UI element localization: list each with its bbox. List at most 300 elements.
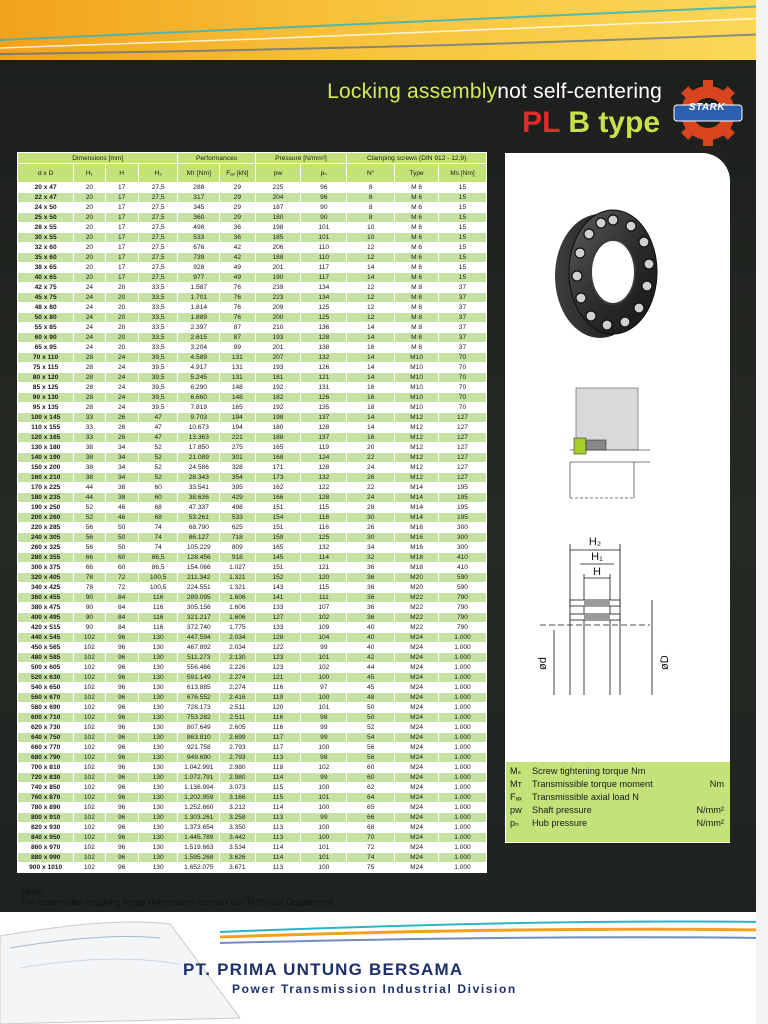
table-cell: 47.337: [178, 503, 220, 513]
table-cell: 1.000: [438, 783, 486, 793]
page-edge: [756, 0, 768, 1024]
table-cell: 90: [301, 203, 347, 213]
table-row: [18, 373, 487, 383]
table-cell: 45: [347, 683, 395, 693]
table-cell: 40: [347, 643, 395, 653]
table-cell: 1.445.789: [178, 833, 220, 843]
table-cell: 977: [178, 273, 220, 283]
title-type: B type: [568, 106, 660, 139]
table-cell: 39,5: [138, 373, 178, 383]
table-cell: 33,5: [138, 283, 178, 293]
table-cell: 42: [347, 653, 395, 663]
legend-unit: N/mm²: [696, 818, 724, 828]
table-cell: 33,5: [138, 313, 178, 323]
table-cell: 42 x 75: [18, 283, 74, 293]
dimension-drawing: [537, 530, 700, 700]
table-cell: 340 x 425: [18, 583, 74, 593]
table-cell: M 8: [395, 313, 439, 323]
table-cell: 21.089: [178, 453, 220, 463]
table-cell: 1.202.959: [178, 793, 220, 803]
table-cell: 72: [105, 583, 138, 593]
table-cell: 36: [347, 593, 395, 603]
table-cell: 820 x 930: [18, 823, 74, 833]
table-cell: 28: [74, 363, 105, 373]
table-cell: M 8: [395, 323, 439, 333]
table-cell: 100: [301, 783, 347, 793]
table-cell: 119: [255, 693, 301, 703]
table-cell: M24: [395, 763, 439, 773]
table-cell: 132: [301, 353, 347, 363]
table-cell: 38: [74, 453, 105, 463]
table-cell: 27,5: [138, 193, 178, 203]
table-cell: 151: [255, 503, 301, 513]
table-cell: 2.397: [178, 323, 220, 333]
table-cell: 1.027: [220, 563, 255, 573]
table-cell: 99: [301, 643, 347, 653]
table-cell: 194: [220, 413, 255, 423]
table-cell: 60: [347, 763, 395, 773]
table-cell: 130: [138, 753, 178, 763]
table-row: [18, 583, 487, 593]
table-cell: 56: [347, 753, 395, 763]
table-cell: 20: [105, 343, 138, 353]
table-cell: 540 x 650: [18, 683, 74, 693]
table-cell: 20: [347, 443, 395, 453]
table-cell: 100: [301, 673, 347, 683]
table-cell: 1.042.991: [178, 763, 220, 773]
table-cell: 70: [438, 363, 486, 373]
table-cell: 180: [255, 213, 301, 223]
table-cell: 37: [438, 293, 486, 303]
table-cell: M 8: [395, 333, 439, 343]
table-cell: 201: [255, 343, 301, 353]
table-row: [18, 653, 487, 663]
table-cell: 20: [74, 273, 105, 283]
table-cell: 122: [255, 643, 301, 653]
table-cell: 467.892: [178, 643, 220, 653]
table-cell: 395: [220, 483, 255, 493]
table-cell: 26: [347, 523, 395, 533]
table-cell: M24: [395, 843, 439, 853]
table-cell: 96: [105, 723, 138, 733]
table-cell: 102: [74, 823, 105, 833]
table-cell: 100 x 145: [18, 413, 74, 423]
table-cell: 790: [438, 593, 486, 603]
table-cell: 676.552: [178, 693, 220, 703]
table-row: [18, 243, 487, 253]
table-cell: 134: [301, 293, 347, 303]
table-cell: 7.819: [178, 403, 220, 413]
table-cell: 15: [438, 233, 486, 243]
table-cell: 130: [138, 713, 178, 723]
table-cell: 66: [347, 813, 395, 823]
table-cell: 36: [347, 573, 395, 583]
table-cell: 87: [220, 333, 255, 343]
table-cell: 119: [301, 443, 347, 453]
table-cell: 60: [105, 553, 138, 563]
table-cell: 790: [438, 623, 486, 633]
table-cell: 120 x 165: [18, 433, 74, 443]
table-cell: 96: [105, 693, 138, 703]
table-cell: 117: [301, 263, 347, 273]
table-cell: 14: [347, 423, 395, 433]
table-cell: 124: [301, 453, 347, 463]
table-cell: 86,5: [138, 553, 178, 563]
table-cell: 195: [438, 503, 486, 513]
table-cell: 102: [74, 773, 105, 783]
table-cell: 33,5: [138, 293, 178, 303]
table-cell: 114: [255, 803, 301, 813]
table-row: [18, 733, 487, 743]
title-part-a: Locking assembly: [327, 80, 498, 103]
table-cell: 2.793: [220, 743, 255, 753]
table-cell: 20: [74, 193, 105, 203]
table-cell: 96: [105, 743, 138, 753]
table-cell: 33,5: [138, 303, 178, 313]
table-cell: 420 x 515: [18, 623, 74, 633]
table-cell: M24: [395, 643, 439, 653]
table-cell: 114: [255, 773, 301, 783]
table-cell: 50: [105, 543, 138, 553]
table-cell: 520 x 630: [18, 673, 74, 683]
table-cell: 52: [74, 503, 105, 513]
specification-table: [17, 152, 487, 873]
table-cell: M24: [395, 793, 439, 803]
table-cell: 173: [255, 473, 301, 483]
table-cell: 168: [255, 453, 301, 463]
table-cell: 790: [438, 603, 486, 613]
table-cell: 188: [255, 253, 301, 263]
table-cell: 56: [74, 543, 105, 553]
table-cell: 102: [74, 693, 105, 703]
table-cell: 17.850: [178, 443, 220, 453]
table-cell: 15: [438, 253, 486, 263]
table-cell: 78: [74, 573, 105, 583]
table-cell: M 6: [395, 203, 439, 213]
table-cell: 102: [74, 783, 105, 793]
table-row: [18, 463, 487, 473]
col-header: d x D: [18, 164, 74, 183]
table-cell: 65: [347, 803, 395, 813]
table-cell: 96: [105, 643, 138, 653]
table-cell: 1.606: [220, 613, 255, 623]
table-cell: 130: [138, 723, 178, 733]
table-row: [18, 543, 487, 553]
table-cell: 100: [301, 833, 347, 843]
table-cell: M 8: [395, 303, 439, 313]
table-cell: 64: [347, 793, 395, 803]
table-cell: 17: [105, 243, 138, 253]
table-cell: 2.274: [220, 683, 255, 693]
table-cell: 38: [105, 483, 138, 493]
table-cell: 1.000: [438, 813, 486, 823]
table-cell: 102: [74, 813, 105, 823]
table-cell: 2.274: [220, 673, 255, 683]
table-cell: 113: [255, 863, 301, 873]
table-cell: 20: [74, 243, 105, 253]
table-cell: M14: [395, 493, 439, 503]
company-name: PT. PRIMA UNTUNG BERSAMA: [183, 960, 464, 979]
table-row: [18, 433, 487, 443]
table-cell: 24: [105, 403, 138, 413]
table-cell: 194: [220, 423, 255, 433]
table-cell: 171: [255, 463, 301, 473]
table-cell: 101: [301, 233, 347, 243]
table-cell: 33: [74, 413, 105, 423]
table-cell: 198: [255, 413, 301, 423]
label-h2: H₂: [588, 536, 602, 548]
table-cell: 154: [255, 513, 301, 523]
table-cell: 26: [105, 433, 138, 443]
group-header-pressure: Pressure [N/mm²]: [255, 153, 347, 164]
table-cell: 8: [347, 213, 395, 223]
table-cell: 125: [301, 313, 347, 323]
table-cell: 135: [301, 403, 347, 413]
table-cell: 52: [138, 473, 178, 483]
table-row: [18, 393, 487, 403]
table-cell: M24: [395, 653, 439, 663]
table-row: [18, 263, 487, 273]
table-cell: M 8: [395, 343, 439, 353]
table-cell: 1.000: [438, 733, 486, 743]
table-cell: 68.790: [178, 523, 220, 533]
table-cell: M24: [395, 703, 439, 713]
table-cell: 2.980: [220, 763, 255, 773]
table-cell: 4.589: [178, 353, 220, 363]
table-cell: 1.595.268: [178, 853, 220, 863]
table-cell: 20: [105, 293, 138, 303]
table-cell: 15: [438, 213, 486, 223]
table-cell: 28: [74, 383, 105, 393]
table-cell: 1.000: [438, 863, 486, 873]
table-cell: 162: [255, 483, 301, 493]
label-h: H: [593, 566, 601, 578]
table-cell: 111: [301, 593, 347, 603]
table-cell: M 8: [395, 283, 439, 293]
table-cell: 24 x 50: [18, 203, 74, 213]
legend-unit: N/mm²: [696, 805, 724, 815]
table-row: [18, 613, 487, 623]
table-cell: 70: [438, 353, 486, 363]
table-cell: 30 x 55: [18, 233, 74, 243]
table-cell: 3.671: [220, 863, 255, 873]
table-cell: 150 x 200: [18, 463, 74, 473]
table-cell: 130: [138, 823, 178, 833]
table-cell: 24.586: [178, 463, 220, 473]
table-cell: 15: [438, 273, 486, 283]
table-cell: 128: [301, 423, 347, 433]
table-cell: 24: [74, 343, 105, 353]
table-cell: 127: [438, 423, 486, 433]
table-cell: 70: [347, 833, 395, 843]
table-cell: 790: [438, 613, 486, 623]
table-cell: 380 x 475: [18, 603, 74, 613]
table-cell: 102: [74, 743, 105, 753]
table-cell: 498: [178, 223, 220, 233]
title-series: PL: [522, 106, 560, 139]
table-cell: 24: [105, 363, 138, 373]
table-cell: 2.605: [220, 723, 255, 733]
table-cell: 39,5: [138, 393, 178, 403]
legend-symbol: Fₐₓ: [510, 792, 523, 802]
table-cell: 130: [138, 853, 178, 863]
table-cell: 1.000: [438, 793, 486, 803]
table-cell: 130: [138, 733, 178, 743]
table-cell: 29: [220, 183, 255, 193]
table-cell: 78: [74, 583, 105, 593]
table-cell: 127: [438, 443, 486, 453]
table-cell: 2.511: [220, 713, 255, 723]
company-division: Power Transmission Industrial Division: [232, 982, 517, 996]
table-cell: 102: [74, 713, 105, 723]
table-row: [18, 573, 487, 583]
table-cell: 192: [255, 403, 301, 413]
table-cell: 52: [138, 443, 178, 453]
table-cell: 2.615: [178, 333, 220, 343]
table-cell: 101: [301, 653, 347, 663]
table-row: [18, 483, 487, 493]
table-cell: M 6: [395, 223, 439, 233]
col-header: Mт [Nm]: [178, 164, 220, 183]
table-cell: 24: [105, 353, 138, 363]
table-cell: M24: [395, 833, 439, 843]
table-cell: 55 x 85: [18, 323, 74, 333]
table-cell: 148: [220, 383, 255, 393]
table-cell: 1.606: [220, 593, 255, 603]
table-cell: 3.204: [178, 343, 220, 353]
table-cell: 1.373.654: [178, 823, 220, 833]
legend-symbol: pw: [510, 805, 522, 815]
table-cell: 68: [138, 513, 178, 523]
table-cell: M24: [395, 633, 439, 643]
table-cell: 130: [138, 763, 178, 773]
table-cell: 14: [347, 263, 395, 273]
table-cell: 400 x 495: [18, 613, 74, 623]
table-cell: 15: [438, 243, 486, 253]
table-cell: 76: [220, 303, 255, 313]
table-cell: M12: [395, 453, 439, 463]
table-cell: 880 x 990: [18, 853, 74, 863]
legend-description: Transmissible axial load N: [532, 792, 639, 802]
table-cell: 27,5: [138, 223, 178, 233]
table-cell: 96: [105, 813, 138, 823]
table-cell: 113: [255, 813, 301, 823]
table-cell: 123: [255, 663, 301, 673]
table-cell: 130: [138, 813, 178, 823]
table-row: [18, 723, 487, 733]
table-cell: 780 x 890: [18, 803, 74, 813]
table-cell: 120: [301, 573, 347, 583]
table-cell: 660 x 770: [18, 743, 74, 753]
table-cell: 1.000: [438, 853, 486, 863]
table-cell: 29: [220, 203, 255, 213]
table-cell: 29: [220, 193, 255, 203]
table-cell: 127: [438, 413, 486, 423]
table-row: [18, 503, 487, 513]
table-cell: M10: [395, 373, 439, 383]
table-cell: 60: [347, 773, 395, 783]
table-cell: 1.000: [438, 803, 486, 813]
table-cell: 110 x 155: [18, 423, 74, 433]
table-cell: 97: [301, 683, 347, 693]
table-cell: 317: [178, 193, 220, 203]
table-cell: M24: [395, 773, 439, 783]
table-cell: 1.136.994: [178, 783, 220, 793]
table-cell: 360: [178, 213, 220, 223]
table-cell: 613.885: [178, 683, 220, 693]
table-cell: 10: [347, 233, 395, 243]
legend-box: [506, 762, 730, 842]
table-cell: 17: [105, 273, 138, 283]
table-cell: 70: [438, 403, 486, 413]
table-cell: 96: [105, 833, 138, 843]
table-cell: 50: [347, 713, 395, 723]
table-cell: 115: [255, 783, 301, 793]
col-header: H₂: [138, 164, 178, 183]
table-cell: 96: [105, 843, 138, 853]
legend-description: Screw tightening torque Nm: [532, 766, 646, 776]
table-cell: M24: [395, 733, 439, 743]
table-cell: 130: [138, 683, 178, 693]
note-text: For assemblies requiring larger dimensions, contact our Technical Department.: [22, 897, 336, 907]
table-cell: 160 x 210: [18, 473, 74, 483]
table-cell: 863.810: [178, 733, 220, 743]
table-cell: 90: [74, 593, 105, 603]
table-cell: 4.917: [178, 363, 220, 373]
table-cell: 195: [438, 513, 486, 523]
gear-logo-icon: [673, 80, 743, 146]
table-cell: 165: [220, 403, 255, 413]
table-cell: 141: [255, 593, 301, 603]
table-cell: 76: [220, 293, 255, 303]
table-row: [18, 253, 487, 263]
page-title-line-2: [522, 106, 660, 140]
table-cell: 98: [301, 753, 347, 763]
table-cell: 84: [105, 613, 138, 623]
table-cell: 9.703: [178, 413, 220, 423]
table-cell: 50 x 80: [18, 313, 74, 323]
table-cell: 3.073: [220, 783, 255, 793]
table-cell: 8: [347, 183, 395, 193]
table-cell: 1.000: [438, 713, 486, 723]
table-row: [18, 763, 487, 773]
table-cell: 17: [105, 223, 138, 233]
table-cell: 102: [74, 663, 105, 673]
table-cell: 220 x 285: [18, 523, 74, 533]
table-row: [18, 193, 487, 203]
table-row: [18, 213, 487, 223]
table-cell: 1.000: [438, 683, 486, 693]
table-cell: 928: [178, 263, 220, 273]
table-cell: 640 x 750: [18, 733, 74, 743]
table-cell: 110: [301, 243, 347, 253]
table-cell: 6.290: [178, 383, 220, 393]
table-cell: 1.606: [220, 603, 255, 613]
table-row: [18, 683, 487, 693]
table-cell: M24: [395, 663, 439, 673]
table-cell: 3.212: [220, 803, 255, 813]
table-cell: M24: [395, 853, 439, 863]
table-cell: 17: [105, 213, 138, 223]
table-cell: 159: [255, 533, 301, 543]
table-cell: 1.000: [438, 653, 486, 663]
table-cell: 345: [178, 203, 220, 213]
table-cell: 10: [347, 223, 395, 233]
table-cell: 1.000: [438, 633, 486, 643]
table-row: [18, 333, 487, 343]
table-cell: 170 x 225: [18, 483, 74, 493]
table-cell: 16: [347, 343, 395, 353]
